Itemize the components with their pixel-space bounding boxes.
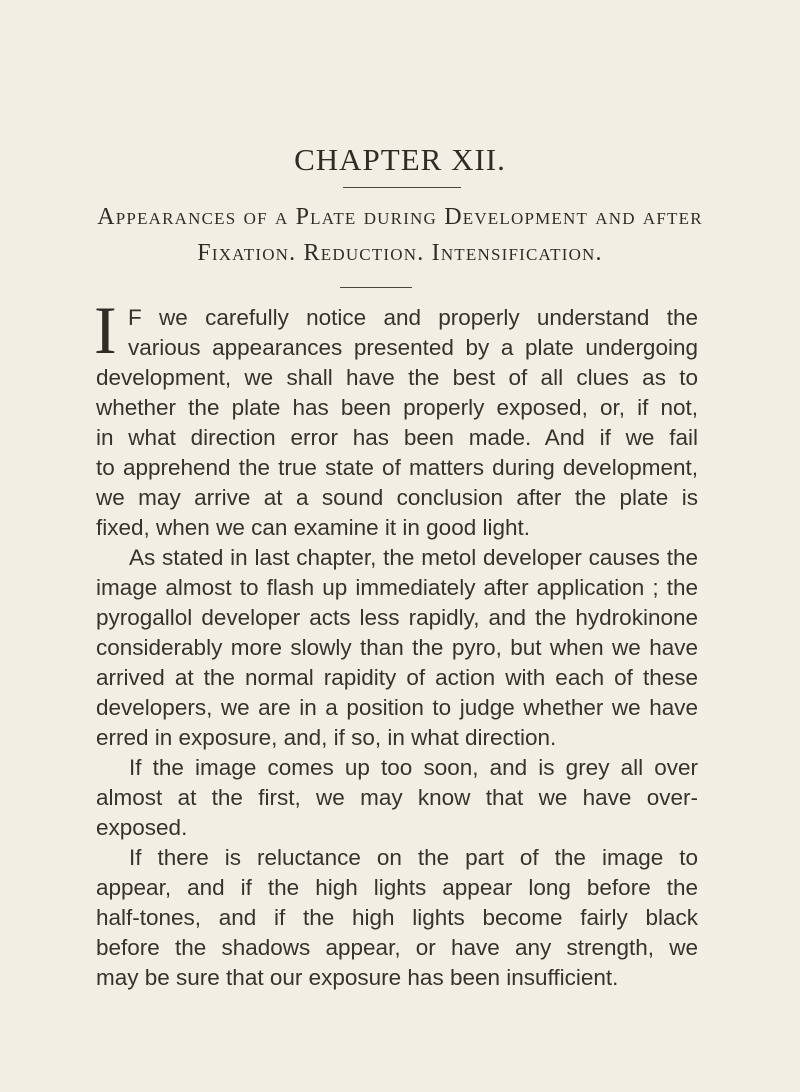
title-divider-top (343, 187, 461, 188)
paragraph-line: various appearances presented by a plate undergoing (128, 335, 698, 360)
body-text (94, 292, 698, 993)
chapter-subtitle-line-1: Appearances of a Plate during Development and after (97, 204, 703, 230)
paragraph-line: pyrogallol developer acts less rapidly, and the hydrokinone (96, 605, 698, 630)
paragraph-line: development, we shall have the best of all clues as to (96, 365, 698, 390)
paragraph-line: half-tones, and if the high lights become fairly black (96, 905, 698, 930)
paragraph-line: fixed, when we can examine it in good light. (96, 515, 531, 540)
paragraph-line: before the shadows appear, or have any strength, we (96, 935, 698, 960)
paragraph-line (96, 303, 698, 333)
paragraph-line: If the image comes up too soon, and is grey all over (129, 755, 698, 780)
chapter-subtitle-line-2: Fixation. Reduction. Intensification. (197, 240, 603, 266)
paragraph-line: developers, we are in a position to judge whether we have (96, 695, 698, 720)
paragraph-line: arrived at the normal rapidity of action with each of these (96, 665, 698, 690)
line-text: we carefully notice and properly understand the (141, 305, 698, 330)
paragraph-line: to apprehend the true state of matters during development, (96, 455, 698, 480)
paragraph-line: almost at the first, we may know that we have over- (96, 785, 698, 810)
first-word-small-caps: F (128, 305, 142, 330)
paragraph-line: whether the plate has been properly exposed, or, if not, (96, 395, 698, 420)
paragraph-line: If there is reluctance on the part of the image to (129, 845, 698, 870)
paragraph-line: exposed. (96, 815, 188, 840)
paragraph-line: considerably more slowly than the pyro, but when we have (96, 635, 698, 660)
drop-cap-letter: I (94, 292, 117, 368)
paragraph-line: erred in exposure, and, if so, in what direction. (96, 725, 557, 750)
paragraph-line: may be sure that our exposure has been insufficient. (96, 965, 619, 990)
paragraph-line: in what direction error has been made. And if we fail (96, 425, 698, 450)
title-divider-bottom (340, 287, 412, 288)
paragraph-line: we may arrive at a sound conclusion after the plate is (96, 485, 698, 510)
paragraph-line: image almost to flash up immediately after application ; the (96, 575, 698, 600)
chapter-title: CHAPTER XII. (294, 142, 506, 177)
paragraph-line: As stated in last chapter, the metol developer causes the (129, 545, 698, 570)
paragraph-line: appear, and if the high lights appear long before the (96, 875, 698, 900)
